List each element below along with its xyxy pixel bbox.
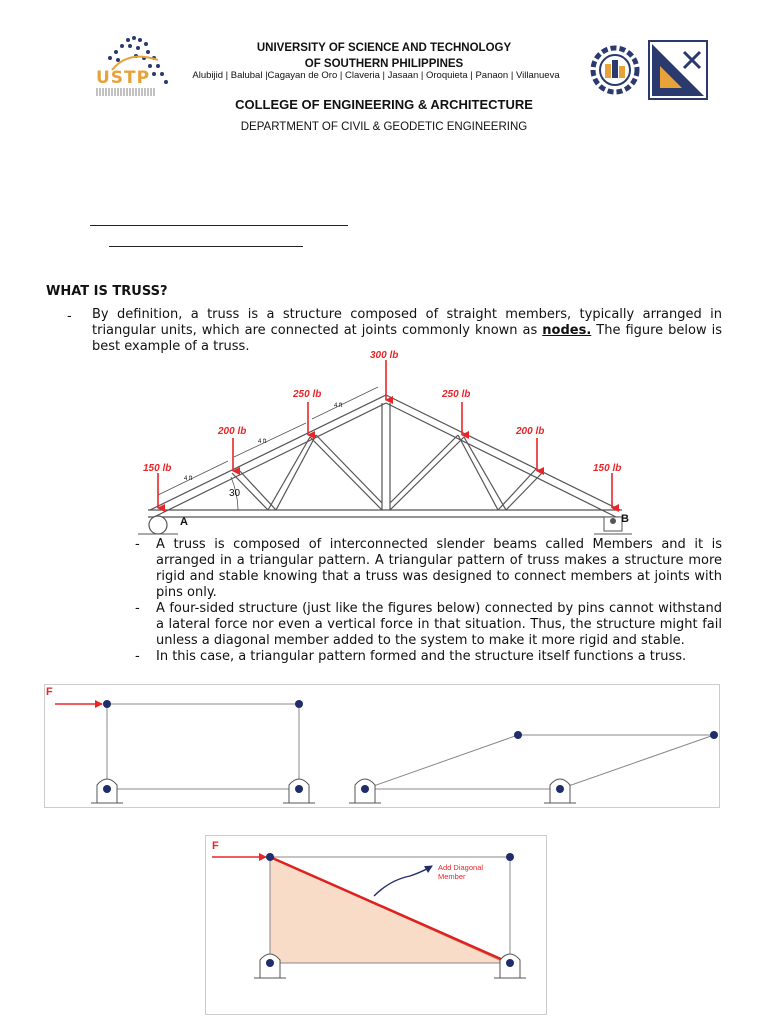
intro-after: The figure below is best example of a truss. xyxy=(92,323,723,354)
load-label-4: 300 lb xyxy=(370,350,399,361)
dash-marker: - xyxy=(67,309,72,324)
braced-frame-figure xyxy=(205,835,547,1015)
segment-label-3: 4 ft xyxy=(334,403,343,409)
frame-2-members xyxy=(365,735,714,789)
rectangular-frame-figure xyxy=(44,684,720,808)
dash-marker: - xyxy=(135,601,140,616)
bullet-1: A truss is composed of interconnected slender beams called Members and it is arranged in a triangular pattern. A triangular pattern of truss makes a structure more rigid and stable knowing that a truss was designed to connect members at joints with pins only. xyxy=(156,537,722,600)
load-label-3: 250 lb xyxy=(293,389,322,400)
support-label-b: B xyxy=(621,513,629,525)
force-label-2: F xyxy=(212,840,219,852)
dash-marker: - xyxy=(135,649,140,664)
campus-list: Alubijid | Balubal |Cagayan de Oro | Claveria | Jasaan | Oroquieta | Panaon | Villanueva xyxy=(192,70,560,81)
intro-before: By definition, a truss is a structure composed of straight members, typically arranged in triangular units, which are connected at joints commonly known as xyxy=(92,307,722,338)
load-label-2: 200 lb xyxy=(218,426,247,437)
frame-1-members xyxy=(107,704,299,789)
truss-loads xyxy=(138,345,638,537)
segment-label-1: 4 ft xyxy=(184,476,193,482)
support-label-a: A xyxy=(180,516,188,528)
section-title: WHAT IS TRUSS? xyxy=(46,284,168,299)
load-label-1: 150 lb xyxy=(143,463,172,474)
department-name: DEPARTMENT OF CIVIL & GEODETIC ENGINEERING xyxy=(240,121,528,133)
college-name: COLLEGE OF ENGINEERING & ARCHITECTURE xyxy=(235,97,533,112)
blank-line-2 xyxy=(109,246,303,247)
force-label-1: F xyxy=(46,686,53,698)
bullet-2: A four-sided structure (just like the figures below) connected by pins cannot withstand a lateral force nor even a vertical force in that situation. Thus, the structure might fail unless a diagonal member added to the system to make it more rigid and stable. xyxy=(156,601,722,648)
diagonal-note: Add Diagonal Member xyxy=(438,863,484,881)
load-label-7: 150 lb xyxy=(593,463,622,474)
university-name-line1: UNIVERSITY OF SCIENCE AND TECHNOLOGY xyxy=(256,42,512,54)
note-pointer xyxy=(374,866,432,896)
angle-label: 30 xyxy=(229,488,241,499)
bullet-3: In this case, a triangular pattern formed and the structure itself functions a truss. xyxy=(156,649,687,664)
load-label-6: 200 lb xyxy=(516,426,545,437)
blank-line-1 xyxy=(90,225,348,226)
university-name-line2: OF SOUTHERN PHILIPPINES xyxy=(304,58,464,70)
intro-keyword: nodes. xyxy=(542,323,592,338)
load-label-5: 250 lb xyxy=(442,389,471,400)
segment-label-2: 4 ft xyxy=(258,439,267,445)
ustp-logo-text: USTP xyxy=(96,68,151,88)
dash-marker: - xyxy=(135,537,140,552)
